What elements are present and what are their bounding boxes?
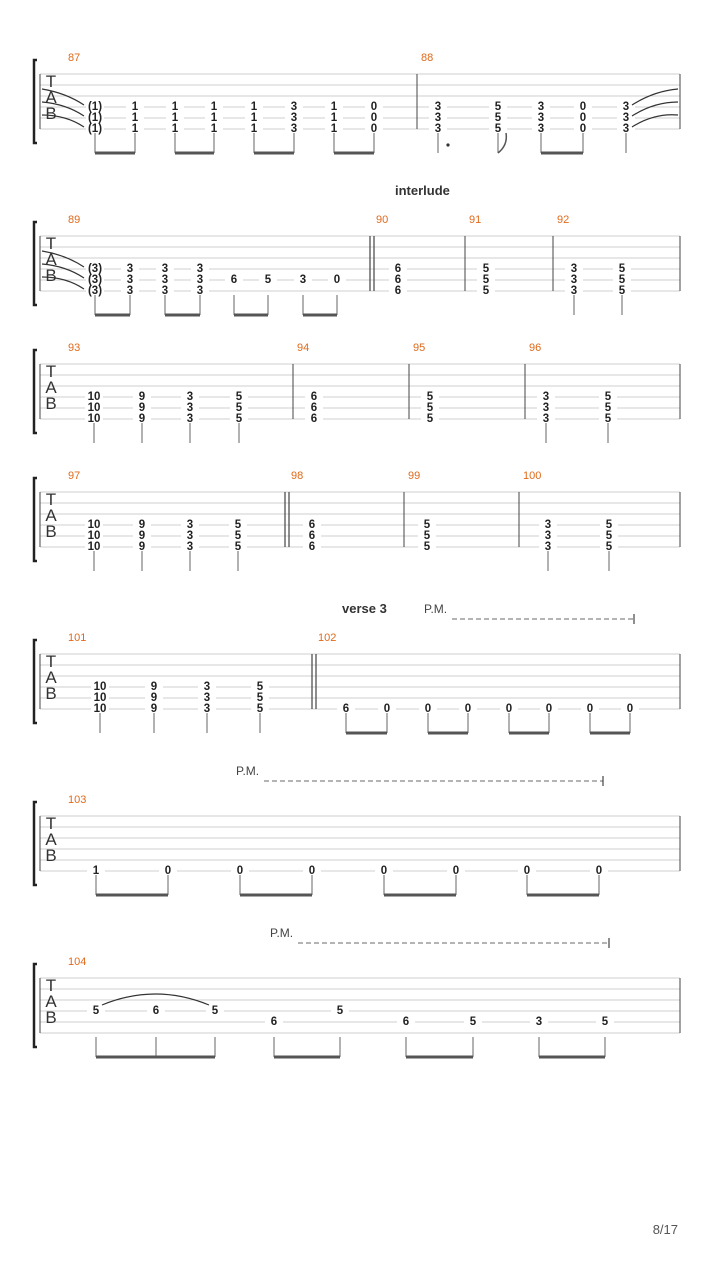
tie-arc — [632, 102, 678, 116]
measure-number: 90 — [376, 214, 389, 226]
fret-number: 3 — [196, 274, 204, 286]
fret-number: 10 — [93, 703, 107, 715]
fret-number: 5 — [256, 681, 264, 693]
fret-number: 3 — [196, 285, 204, 297]
fret-number: 6 — [310, 391, 318, 403]
tab-clef-letter: T — [45, 814, 57, 833]
measure-number: 95 — [413, 342, 426, 354]
fret-number: 5 — [604, 391, 612, 403]
fret-number: 5 — [235, 402, 243, 414]
fret-number: 1 — [330, 112, 338, 124]
system-bracket — [34, 640, 37, 723]
fret-number: 5 — [256, 692, 264, 704]
fret-number: 3 — [186, 413, 194, 425]
fret-number: 5 — [601, 1016, 609, 1028]
tab-system-7 — [34, 926, 680, 1057]
fret-number: 0 — [579, 101, 587, 113]
fret-number: 3 — [126, 285, 134, 297]
fret-number: 5 — [605, 519, 613, 531]
fret-number: 0 — [370, 101, 378, 113]
fret-number: 6 — [308, 530, 316, 542]
fret-number: 10 — [93, 681, 107, 693]
fret-number: 9 — [138, 391, 146, 403]
fret-number: 3 — [203, 692, 211, 704]
tab-system-6 — [34, 764, 680, 895]
system-bracket — [34, 350, 37, 433]
fret-number: 10 — [87, 519, 101, 531]
fret-number: 5 — [618, 274, 626, 286]
fret-number: 10 — [87, 413, 101, 425]
fret-number: 3 — [186, 391, 194, 403]
fret-number: 3 — [537, 101, 545, 113]
fret-number: 5 — [494, 112, 502, 124]
measure-number: 89 — [68, 214, 81, 226]
fret-number: 0 — [579, 112, 587, 124]
measure-number: 97 — [68, 470, 81, 482]
fret-number: 5 — [234, 541, 242, 553]
measure-number: 103 — [68, 794, 87, 806]
section-label: interlude — [395, 183, 450, 198]
fret-number: 5 — [469, 1016, 477, 1028]
fret-number: 3 — [544, 530, 552, 542]
fret-number: 5 — [618, 263, 626, 275]
fret-number: 3 — [161, 285, 169, 297]
fret-number: 5 — [604, 413, 612, 425]
measure-number: 99 — [408, 470, 421, 482]
fret-number: 3 — [290, 101, 298, 113]
measure-number: 94 — [297, 342, 310, 354]
fret-number: 0 — [236, 865, 244, 877]
tab-clef-letter: T — [45, 72, 57, 91]
fret-number: 5 — [235, 413, 243, 425]
fret-number: 0 — [164, 865, 172, 877]
measure-number: 98 — [291, 470, 304, 482]
fret-number: 1 — [330, 101, 338, 113]
fret-number: 3 — [290, 112, 298, 124]
fret-number: 5 — [605, 530, 613, 542]
fret-number: 3 — [537, 112, 545, 124]
system-bracket — [34, 964, 37, 1047]
fret-number: 3 — [434, 123, 442, 135]
tab-clef-letter: T — [45, 490, 57, 509]
fret-number: 9 — [150, 681, 158, 693]
fret-number: 3 — [161, 274, 169, 286]
fret-number: 1 — [131, 112, 139, 124]
measure-number: 96 — [529, 342, 542, 354]
fret-number: 3 — [126, 274, 134, 286]
fret-number: 0 — [464, 703, 472, 715]
fret-number: 0 — [308, 865, 316, 877]
section-label: verse 3 — [342, 601, 387, 616]
fret-number: 0 — [452, 865, 460, 877]
tab-system-3 — [34, 342, 680, 443]
fret-number: 3 — [544, 541, 552, 553]
tab-clef-letter: B — [45, 1008, 57, 1027]
fret-number: 0 — [579, 123, 587, 135]
fret-number: 0 — [505, 703, 513, 715]
tab-clef-letter: A — [45, 378, 57, 397]
tab-clef-letter: A — [45, 88, 57, 107]
fret-number: 0 — [380, 865, 388, 877]
tie-arc — [632, 115, 678, 127]
fret-number: 6 — [308, 541, 316, 553]
measure-number: 100 — [523, 470, 542, 482]
fret-number: 5 — [605, 541, 613, 553]
tab-clef-letter: A — [45, 992, 57, 1011]
palm-mute-label: P.M. — [270, 926, 294, 940]
fret-number: 9 — [138, 413, 146, 425]
fret-number: 1 — [210, 123, 218, 135]
fret-number: 0 — [370, 123, 378, 135]
fret-number: 5 — [92, 1005, 100, 1017]
fret-number: 5 — [482, 274, 490, 286]
fret-number: 3 — [186, 530, 194, 542]
tab-clef-letter: B — [45, 846, 57, 865]
system-bracket — [34, 222, 37, 305]
fret-number: 3 — [542, 413, 550, 425]
fret-number: 10 — [87, 391, 101, 403]
fret-number: 3 — [186, 541, 194, 553]
fret-number: 5 — [426, 413, 434, 425]
palm-mute-label: P.M. — [424, 602, 448, 616]
fret-number: 3 — [434, 112, 442, 124]
fret-number: 1 — [330, 123, 338, 135]
fret-number: 0 — [586, 703, 594, 715]
fret-number: 9 — [138, 402, 146, 414]
fret-number: 6 — [152, 1005, 160, 1017]
fret-number: 0 — [626, 703, 634, 715]
fret-number: 0 — [545, 703, 553, 715]
fret-number: 0 — [333, 274, 341, 286]
fret-number: 6 — [230, 274, 238, 286]
fret-number: 0 — [370, 112, 378, 124]
measure-number: 88 — [421, 52, 434, 64]
fret-number: 3 — [542, 402, 550, 414]
fret-number: 6 — [394, 274, 402, 286]
tab-clef-letter: B — [45, 266, 57, 285]
fret-number: 5 — [426, 391, 434, 403]
fret-number: 1 — [92, 865, 100, 877]
tab-clef-letter: T — [45, 362, 57, 381]
fret-number: 5 — [494, 101, 502, 113]
fret-number: 3 — [542, 391, 550, 403]
fret-number: 3 — [570, 263, 578, 275]
fret-number: 5 — [234, 519, 242, 531]
system-bracket — [34, 60, 37, 143]
fret-number: 5 — [264, 274, 272, 286]
fret-number: 6 — [308, 519, 316, 531]
tab-clef-letter: A — [45, 830, 57, 849]
fret-number: 3 — [570, 274, 578, 286]
fret-number: 1 — [171, 112, 179, 124]
tab-clef-letter: B — [45, 104, 57, 123]
fret-number: 6 — [270, 1016, 278, 1028]
fret-number: 1 — [210, 112, 218, 124]
fret-number: 10 — [93, 692, 107, 704]
fret-number: 3 — [299, 274, 307, 286]
fret-number: 6 — [342, 703, 350, 715]
fret-number: 0 — [383, 703, 391, 715]
tab-clef-letter: T — [45, 652, 57, 671]
fret-number: 1 — [131, 101, 139, 113]
tab-system-2 — [34, 183, 680, 315]
fret-number: 5 — [234, 530, 242, 542]
measure-number: 92 — [557, 214, 570, 226]
fret-number: 0 — [595, 865, 603, 877]
tab-clef-letter: B — [45, 522, 57, 541]
fret-number: 5 — [211, 1005, 219, 1017]
fret-number: 6 — [310, 413, 318, 425]
fret-number: 9 — [138, 530, 146, 542]
fret-number: 9 — [138, 519, 146, 531]
tab-clef-letter: A — [45, 250, 57, 269]
tab-clef-letter: T — [45, 234, 57, 253]
fret-number: 3 — [203, 681, 211, 693]
fret-number: (3) — [87, 274, 103, 286]
fret-number: 5 — [423, 530, 431, 542]
fret-number: 5 — [494, 123, 502, 135]
fret-number: 5 — [426, 402, 434, 414]
tab-system-1 — [34, 52, 680, 153]
system-bracket — [34, 478, 37, 561]
fret-number: 3 — [290, 123, 298, 135]
fret-number: 6 — [394, 285, 402, 297]
fret-number: 3 — [126, 263, 134, 275]
fret-number: 3 — [622, 112, 630, 124]
fret-number: 1 — [131, 123, 139, 135]
fret-number: 3 — [196, 263, 204, 275]
fret-number: 10 — [87, 541, 101, 553]
fret-number: 3 — [203, 703, 211, 715]
system-bracket — [34, 802, 37, 885]
fret-number: 5 — [482, 263, 490, 275]
fret-number: 1 — [250, 112, 258, 124]
fret-number: 5 — [256, 703, 264, 715]
fret-number: 1 — [210, 101, 218, 113]
fret-number: (1) — [87, 112, 103, 124]
fret-number: 0 — [424, 703, 432, 715]
tab-system-5 — [34, 601, 680, 733]
fret-number: 5 — [235, 391, 243, 403]
fret-number: 9 — [150, 692, 158, 704]
fret-number: (1) — [87, 101, 103, 113]
measure-number: 102 — [318, 632, 337, 644]
measure-number: 87 — [68, 52, 81, 64]
fret-number: 6 — [310, 402, 318, 414]
fret-number: 3 — [622, 123, 630, 135]
fret-number: 5 — [423, 541, 431, 553]
fret-number: 1 — [250, 123, 258, 135]
fret-number: (3) — [87, 285, 103, 297]
fret-number: 5 — [604, 402, 612, 414]
measure-number: 101 — [68, 632, 87, 644]
tab-clef-letter: B — [45, 394, 57, 413]
measure-number: 104 — [68, 956, 87, 968]
fret-number: 3 — [535, 1016, 543, 1028]
tab-system-4 — [34, 470, 680, 571]
fret-number: 10 — [87, 402, 101, 414]
fret-number: 1 — [250, 101, 258, 113]
fret-number: 3 — [434, 101, 442, 113]
measure-number: 93 — [68, 342, 81, 354]
fret-number: 9 — [138, 541, 146, 553]
fret-number: 3 — [186, 402, 194, 414]
fret-number: 10 — [87, 530, 101, 542]
fret-number: 1 — [171, 123, 179, 135]
fret-number: 3 — [570, 285, 578, 297]
fret-number: 3 — [537, 123, 545, 135]
tab-clef-letter: B — [45, 684, 57, 703]
fret-number: 6 — [402, 1016, 410, 1028]
fret-number: 1 — [171, 101, 179, 113]
tab-clef-letter: A — [45, 506, 57, 525]
palm-mute-label: P.M. — [236, 764, 260, 778]
fret-number: 3 — [544, 519, 552, 531]
dot-mark — [446, 143, 449, 146]
fret-number: 9 — [150, 703, 158, 715]
fret-number: (1) — [87, 123, 103, 135]
fret-number: 5 — [482, 285, 490, 297]
tab-clef-letter: T — [45, 976, 57, 995]
fret-number: 3 — [186, 519, 194, 531]
fret-number: 5 — [336, 1005, 344, 1017]
fret-number: 0 — [523, 865, 531, 877]
fret-number: 3 — [622, 101, 630, 113]
fret-number: 6 — [394, 263, 402, 275]
measure-number: 91 — [469, 214, 482, 226]
fret-number: 5 — [618, 285, 626, 297]
fret-number: (3) — [87, 263, 103, 275]
fret-number: 5 — [423, 519, 431, 531]
note-flag — [498, 133, 506, 153]
page-number: 8/17 — [652, 1222, 678, 1237]
fret-number: 3 — [161, 263, 169, 275]
tab-clef-letter: A — [45, 668, 57, 687]
